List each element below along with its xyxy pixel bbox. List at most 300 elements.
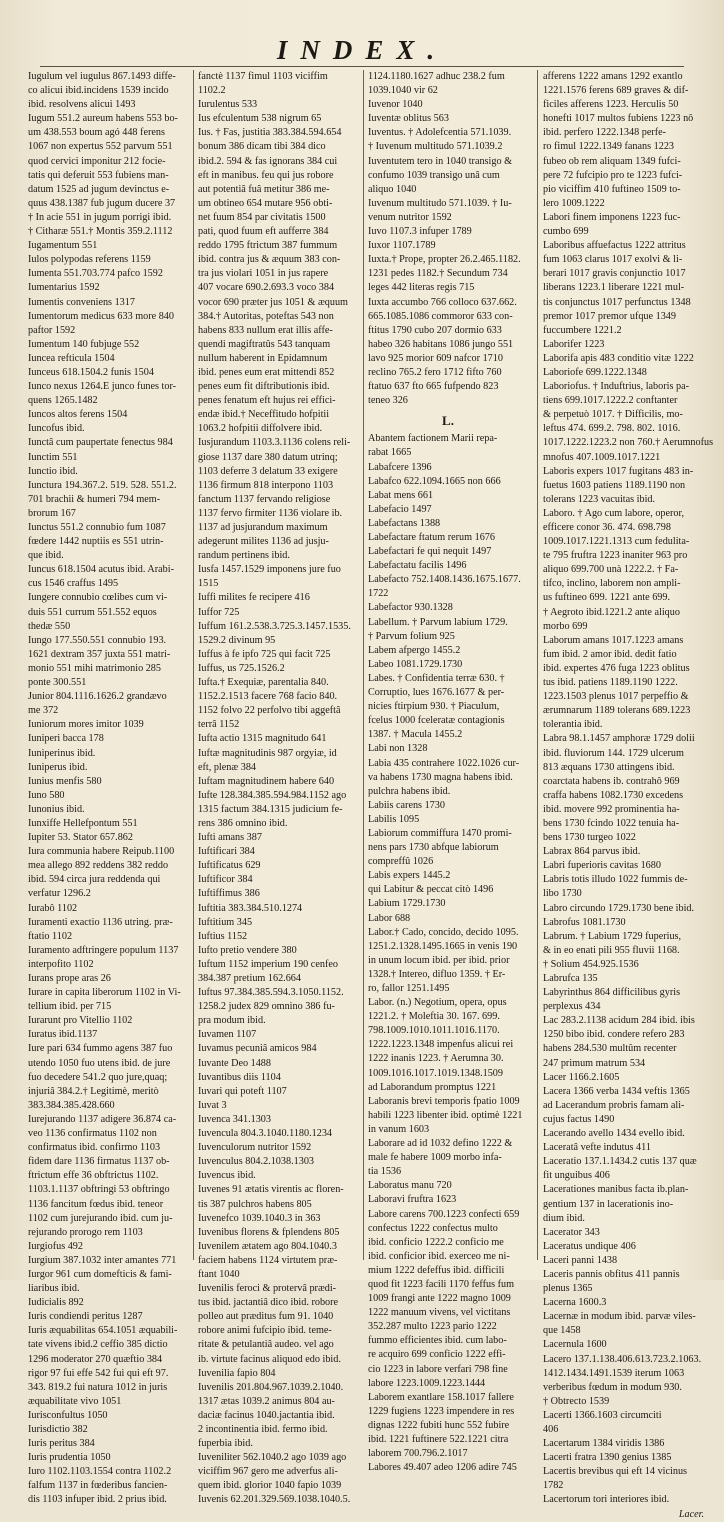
index-line: penes fenatum eft hujus rei effici- — [198, 395, 336, 407]
index-line: vocor 690 præter jus 1051 & æquum — [198, 296, 348, 308]
index-line: Lacernæ in modum ibid. parvæ viles- — [543, 1311, 696, 1323]
index-line: paftor 1592 — [28, 324, 76, 336]
index-line: 1621 dextram 357 juxta 551 matri- — [28, 648, 171, 660]
index-line: ibid. 1221 fuftinere 522.1221 citra — [368, 1434, 509, 1445]
index-line: 1315 factum 384.1315 judicium fe- — [198, 803, 343, 815]
index-line: um obtineo 654 mutare 956 obti- — [198, 197, 333, 209]
index-line: 1251.2.1328.1495.1665 in venis 190 — [368, 940, 518, 952]
index-line: 665.1085.1086 commoror 633 con- — [368, 310, 513, 322]
index-line: daciæ facinus 1040.jactantia ibid. — [198, 1409, 335, 1421]
index-line: ib. virtute facinus aliquod edo ibid. — [198, 1353, 341, 1365]
index-line: 1103.1.1137 obftringi 53 obftringo — [28, 1184, 170, 1196]
index-line: adegerunt milites 1136 ad jusju- — [198, 536, 329, 548]
index-line: 1222 manuum vivens, vel victitans — [368, 1307, 511, 1319]
index-line: penes eum fit diftributionis ibid. — [198, 381, 330, 393]
index-line: tolerans 1223 vacuitas ibid. — [543, 493, 656, 505]
index-line: robore animi fufcipio ibid. teme- — [198, 1325, 332, 1337]
index-line: Iurulentus 533 — [198, 99, 258, 111]
index-line: giose 1137 dare 380 datum utrinq; — [198, 451, 338, 463]
index-line: interpofito 1102 — [28, 958, 94, 970]
index-line: fidem dare 1136 firmatus 1137 ob- — [28, 1156, 170, 1168]
index-line: habili 1223 libenter ibid. optimè 1221 — [368, 1109, 523, 1121]
index-line: pulchra habens ibid. — [368, 785, 451, 797]
index-line: Labyrinthus 864 difficilibus gyris — [543, 987, 681, 999]
index-line: Iuniperinus ibid. — [28, 747, 96, 759]
index-line: veo 1136 confirmatus 1102 non — [28, 1128, 157, 1140]
index-line: Iuftificor 384 — [198, 874, 253, 886]
index-line: liberans 1223.1 liberare 1221 mul- — [543, 282, 685, 294]
index-line: ibid. penes eum erat mittendi 852 — [198, 366, 335, 378]
index-line: † Parvum folium 925 — [368, 630, 455, 642]
index-line: Lacerando avello 1434 evello ibid. — [543, 1128, 685, 1140]
index-line: ro, fallor 1251.1495 — [368, 983, 450, 994]
index-line: Labafco 622.1094.1665 non 666 — [368, 475, 501, 487]
index-line: habeo 326 habitans 1086 jungo 551 — [368, 338, 514, 350]
index-line: 247 primum matrum 534 — [543, 1057, 646, 1069]
index-line: tolerantia ibid. — [543, 719, 603, 731]
index-line: Labori finem imponens 1223 fuc- — [543, 211, 681, 223]
index-line: 383.384.385.428.660 — [28, 1099, 115, 1111]
index-line: plenus 1365 — [543, 1283, 593, 1295]
index-line: libo 1730 — [543, 888, 582, 900]
index-line: tis conjunctus 1017 perfunctus 1348 — [543, 296, 691, 308]
index-line: 1009.1017.1221.1313 cum fedulita- — [543, 536, 690, 548]
index-line: venum nutritor 1592 — [368, 211, 452, 223]
index-line: † Solium 454.925.1536 — [543, 958, 639, 970]
index-line: Laboranis brevi temporis fpatio 1009 — [368, 1095, 520, 1107]
index-line: leges 442 literas regis 715 — [368, 282, 475, 294]
index-line: ibid. 594 circa jura reddenda qui — [28, 874, 161, 886]
index-line: Iuftitium 345 — [198, 916, 253, 928]
index-line: Lacerator 343 — [543, 1226, 600, 1238]
index-line: 1387. † Macula 1455.2 — [368, 729, 463, 741]
index-line: Iufta actio 1315 magnitudo 641 — [198, 733, 327, 745]
index-columns — [28, 70, 714, 1520]
index-line: Lac 283.2.1138 acidum 284 ibid. ibis — [543, 1015, 695, 1027]
index-line: Iuventutem tero in 1040 transigo & — [368, 155, 513, 167]
page-header — [0, 30, 724, 70]
index-line: Laboriofe 699.1222.1348 — [543, 366, 647, 378]
index-line: Iuftificatus 629 — [198, 860, 261, 872]
index-line: Iurejurando 1137 adigere 36.874 ca- — [28, 1113, 177, 1125]
index-line: 1412.1434.1491.1539 iterum 1063 — [543, 1367, 685, 1379]
index-line: & in eo enati pili 955 fluvii 1168. — [543, 944, 680, 956]
index-line: Iuniperi bacca 178 — [28, 733, 104, 745]
index-line: Iuvenis 62.201.329.569.1038.1040.5. — [198, 1494, 351, 1506]
index-line: reddo 1795 ftrictum 387 fummum — [198, 240, 338, 252]
index-line: habens 284.530 multûm recenter — [543, 1043, 677, 1055]
index-line: Laceris pannis obfitus 411 pannis — [543, 1268, 680, 1280]
index-line: reclino 765.2 fero 1712 fifto 760 — [368, 366, 502, 378]
index-line: mium 1222 defeffus ibid. difficili — [368, 1264, 505, 1276]
index-line: cumbo 699 — [543, 226, 589, 238]
index-line: aliquo 1040 — [368, 183, 417, 195]
index-line: Iurarunt pro Vitellio 1102 — [28, 1015, 133, 1027]
index-line: Lacertorum tori interiores ibid. — [543, 1494, 670, 1506]
index-line: Iuratus ibid.1137 — [28, 1029, 98, 1041]
index-line: 352.287 multo 1223 pario 1222 — [368, 1321, 497, 1333]
index-line: Laboro. † Ago cum labore, operor, — [543, 507, 685, 519]
index-line: Laboribus affuefactus 1222 attritus — [543, 240, 686, 252]
index-line: 1222 inanis 1223. † Aerumna 30. — [368, 1053, 504, 1065]
index-line: Labri fuperioris cavitas 1680 — [543, 860, 661, 872]
index-line: Laborifer 1223 — [543, 338, 605, 350]
index-line: craffa habens 1082.1730 excedens — [543, 789, 684, 801]
index-line: Iunctus 551.2 connubio fum 1087 — [28, 522, 166, 533]
index-line: polleo aut præditus fum 91. 1040 — [198, 1311, 334, 1323]
index-line: Iungo 177.550.551 connubio 193. — [28, 634, 167, 646]
index-line: Iuncos altos ferens 1504 — [28, 409, 128, 421]
index-line: Iuris condiendi peritus 1287 — [28, 1311, 143, 1323]
index-line: 1529.2 divinum 95 — [198, 634, 276, 646]
index-line: Lacertarum 1384 viridis 1386 — [543, 1438, 665, 1450]
index-line: ibid. perfero 1222.1348 perfe- — [543, 127, 667, 139]
index-line: 343. 819.2 fui natura 1012 in juris — [28, 1381, 168, 1393]
index-line: ibid. conficio 1222.2 conficio me — [368, 1236, 504, 1248]
index-line: Iuvenibus florens & fplendens 805 — [198, 1226, 340, 1238]
index-line: tra jus violari 1051 in jus rapere — [198, 268, 329, 280]
index-line: Iunceus 618.1504.2 funis 1504 — [28, 366, 154, 378]
index-line: Iuvenum multitudo 571.1039. † Iu- — [368, 197, 512, 209]
index-line: Iuvencula 804.3.1040.1180.1234 — [198, 1128, 333, 1140]
index-line: † In acie 551 in jugum porrigi ibid. — [28, 211, 172, 223]
index-line: datum 1525 ad jugum devinctus e- — [28, 183, 170, 195]
index-line: Iusfa 1457.1529 imponens jure fuo — [198, 564, 341, 576]
index-line: Iumentis conveniens 1317 — [28, 296, 135, 308]
index-line: coarctata habens ib. contrahô 969 — [543, 775, 680, 787]
index-line: Iuftum 1152 imperium 190 cenfeo — [198, 958, 338, 970]
index-line: tate vivens ibid.2 ceffio 385 dictio — [28, 1339, 168, 1351]
index-line: Iugum 551.2 aureum habens 553 bo- — [28, 113, 178, 125]
index-line: Iuffor 725 — [198, 606, 240, 618]
index-line: aut potentiâ fuâ metitur 386 me- — [198, 183, 330, 195]
index-line: Iufta.† Exequiæ, parentalia 840. — [198, 677, 329, 689]
index-line: Iurgium 387.1032 inter amantes 771 — [28, 1254, 177, 1266]
index-line: ærumnarum 1189 tolerans 689.1223 — [543, 705, 691, 717]
index-line: 1250 bibo ibid. condere refero 283 — [543, 1029, 685, 1041]
index-line: Labrax 864 parvus ibid. — [543, 846, 641, 858]
index-line: Laboriofus. † Induftrius, laboris pa- — [543, 381, 689, 393]
index-line: Lacerti 1366.1603 circumciti — [543, 1409, 662, 1421]
index-line: tus ibid. patiens 1189.1190 1222. — [543, 677, 678, 689]
index-line: Iunctio ibid. — [28, 465, 78, 477]
index-line: confumo 1039 transigo unâ cum — [368, 169, 500, 181]
index-line: injuriâ 384.2.† Legitimè, meritò — [28, 1085, 159, 1097]
index-line: bens 1730 turgeo 1022 — [543, 832, 636, 844]
index-line: 384.† Autoritas, poteftas 543 non — [198, 310, 334, 322]
index-line: Lacera 1366 verba 1434 veftis 1365 — [543, 1085, 690, 1097]
index-line: Iuftius 1152 — [198, 930, 248, 942]
index-line: aliquo 699.700 unà 1222.2. † Fa- — [543, 564, 679, 576]
index-column-1 — [28, 70, 188, 1506]
index-line: fum ibid. 2 amor ibid. dedit fatio — [543, 648, 677, 660]
index-line: rabat 1665 — [368, 447, 412, 459]
index-line: Iuncea refticula 1504 — [28, 352, 115, 364]
index-line: bens 1730 fcindo 1022 tenuia ha- — [543, 817, 680, 829]
index-line: Iuvenor 1040 — [368, 99, 423, 111]
index-line: 1136 firmum 818 interpono 1103 — [198, 479, 334, 491]
index-line: Iuramenti exactio 1136 utring. præ- — [28, 916, 173, 928]
index-line: afferens 1222 amans 1292 exantlo — [543, 71, 683, 82]
index-line: fubeo ob rem aliquam 1349 fufci- — [543, 155, 681, 167]
index-line: Iugulum vel iugulus 867.1493 diffe- — [28, 71, 176, 82]
index-line: Iuftæ magnitudinis 987 orgyiæ, id — [198, 747, 337, 759]
index-line: Labellum. † Parvum labium 1729. — [368, 616, 508, 628]
index-line: Iuvante Deo 1488 — [198, 1057, 271, 1069]
index-line: fanctè 1137 fimul 1103 viciffim — [198, 71, 328, 82]
index-line: te 795 fruftra 1223 inaniter 963 pro — [543, 550, 688, 562]
index-column-3 — [368, 70, 528, 1474]
index-line: dignas 1222 fubiti hunc 552 fubire — [368, 1419, 510, 1431]
index-line: Iuffus à fe ipfo 725 qui facit 725 — [198, 648, 331, 660]
index-line: Laborifa apis 483 conditio vitæ 1222 — [543, 352, 694, 364]
index-line: Iura communia habere Reipub.1100 — [28, 846, 175, 858]
index-line: net fuum 854 par civitatis 1500 — [198, 211, 326, 223]
index-line: ibid.2. 594 & fas ignorans 384 cui — [198, 155, 338, 167]
index-line: me 372 — [28, 705, 59, 717]
index-line: quus 438.1387 fub jugum ducere 37 — [28, 197, 176, 209]
index-line: Laceri panni 1438 — [543, 1254, 618, 1266]
index-line: Iuvenilem ætatem ago 804.1040.3 — [198, 1240, 337, 1252]
index-line: 1124.1180.1627 adhuc 238.2 fum — [368, 71, 505, 82]
index-line: tia 1536 — [368, 1166, 402, 1178]
index-line: Labefactari fe qui nequit 1497 — [368, 546, 492, 558]
index-line: fit unguibus 406 — [543, 1170, 610, 1182]
index-line: Labrofus 1081.1730 — [543, 916, 626, 928]
index-line: ibid. resolvens alicui 1493 — [28, 99, 136, 111]
index-line: dis 1103 infuper ibid. 2 prius ibid. — [28, 1494, 167, 1506]
catchword: Lacer. — [678, 1508, 704, 1520]
index-line: brorum 167 — [28, 507, 76, 519]
index-line: Iuvenes 91 ætatis virentis ac floren- — [198, 1184, 344, 1196]
index-line: Iuvat 3 — [198, 1099, 227, 1111]
index-line: ponte 300.551 — [28, 677, 87, 689]
index-line: efficere conor 36. 474. 698.798 — [543, 522, 671, 533]
index-line: 1067 non expertus 552 parvum 551 — [28, 141, 173, 153]
index-line: Iuvencus ibid. — [198, 1170, 256, 1182]
index-line: Iurans prope aras 26 — [28, 973, 111, 984]
index-line: leftus 474. 699.2. 798. 802. 1016. — [543, 423, 681, 435]
index-line: Iuffum 161.2.538.3.725.3.1457.1535. — [198, 620, 351, 632]
index-line: falfum 1137 in fœderibus fancien- — [28, 1480, 168, 1492]
index-line: Laceratus undique 406 — [543, 1240, 636, 1252]
index-line: Iurisdictio 382 — [28, 1424, 88, 1435]
index-line: Iudicialis 892 — [28, 1297, 84, 1309]
index-line: Labor.† Cado, concido, decido 1095. — [368, 926, 519, 938]
index-line: Iuventus. † Adolefcentia 571.1039. — [368, 127, 512, 139]
index-line: co alicui ibid.incidens 1539 incido — [28, 85, 169, 97]
index-line: faciem habens 1124 virtutem præ- — [198, 1254, 338, 1266]
index-line: Labrum. † Labium 1729 fuperius, — [543, 930, 682, 942]
index-line: ibid. expertes 476 fuga 1223 oblitus — [543, 662, 690, 674]
index-line: lero 1009.1222 — [543, 197, 605, 209]
index-line: Iumentum 140 fubjuge 552 — [28, 338, 140, 350]
index-line: Iurgor 961 cum domefticis & fami- — [28, 1268, 172, 1280]
column-divider — [537, 70, 538, 1260]
index-line: ad Lacerandum probris famam ali- — [543, 1099, 685, 1111]
index-line: Laboravi fruftra 1623 — [368, 1194, 457, 1206]
index-line: Labore carens 700.1223 confecti 659 — [368, 1208, 520, 1220]
index-line: Iuro 1102.1103.1554 contra 1102.2 — [28, 1466, 172, 1478]
index-line: in unum locum ibid. per ibid. prior — [368, 954, 510, 966]
index-line: Iuxta accumbo 766 colloco 637.662. — [368, 296, 517, 308]
index-line: tatis qui deferuit 553 fubiens man- — [28, 169, 169, 181]
index-line: liaribus ibid. — [28, 1283, 80, 1295]
index-line: tiens 699.1017.1222.2 conftanter — [543, 395, 678, 407]
index-line: Iurabô 1102 — [28, 902, 78, 914]
index-line: Iurisconfultus 1050 — [28, 1409, 108, 1421]
index-line: Labem afpergo 1455.2 — [368, 644, 461, 656]
index-line: Iuramento adftringere populum 1137 — [28, 944, 179, 956]
index-line: berari 1017 gravis conjunctio 1017 — [543, 268, 686, 280]
index-line: confectus 1222 confectus multo — [368, 1222, 498, 1234]
index-line: quod cervici imponitur 212 focie- — [28, 155, 166, 167]
index-line: ftatio 1102 — [28, 930, 73, 942]
index-line: 1229 fugiens 1223 impendere in res — [368, 1405, 515, 1417]
index-line: Iuftus 97.384.385.594.3.1050.1152. — [198, 987, 344, 999]
index-line: Lacero 137.1.138.406.613.723.2.1063. — [543, 1353, 702, 1365]
index-line: bonum 386 dicam tibi 384 dico — [198, 141, 326, 153]
index-line: pati, quod fuum eft aufferre 384 — [198, 226, 329, 238]
index-line: 407 vocare 690.2.693.3 voco 384 — [198, 282, 335, 294]
index-line: Iurare in capita liberorum 1102 in Vi- — [28, 987, 181, 999]
index-line: verfatur 1296.2 — [28, 888, 91, 900]
index-line: rens 386 omnino ibid. — [198, 817, 288, 829]
index-line: Iuveniliter 562.1040.2 ago 1039 ago — [198, 1452, 347, 1464]
index-line: Iuxta.† Prope, propter 26.2.465.1182. — [368, 254, 521, 266]
index-line: um 438.553 boum agó 448 ferens — [28, 127, 165, 139]
index-line: ftant 1040 — [198, 1268, 240, 1280]
index-line: quens 1265.1482 — [28, 395, 98, 407]
index-line: 1136 fancitum fœdus ibid. teneor — [28, 1198, 164, 1210]
index-line: Iuno 580 — [28, 789, 65, 801]
index-line: 384.387 pretium 162.664 — [198, 973, 301, 984]
index-line: † Citharæ 551.† Montis 359.2.1112 — [28, 226, 173, 238]
index-line: Labia 435 contrahere 1022.1026 cur- — [368, 757, 520, 769]
index-line: Iuffi milites fe recipere 416 — [198, 592, 310, 604]
index-line: Laboratus manu 720 — [368, 1180, 452, 1192]
index-line: 1039.1040 vir 62 — [368, 85, 438, 97]
index-line: fanctum 1137 fervando religiose — [198, 493, 331, 505]
index-line: Laboris expers 1017 fugitans 483 in- — [543, 465, 694, 477]
index-line: Iugamentum 551 — [28, 240, 98, 252]
index-line: Labafcere 1396 — [368, 461, 432, 473]
index-line: duis 551 currum 551.552 equos — [28, 606, 157, 618]
index-line: Iuftitia 383.384.510.1274 — [198, 902, 303, 914]
index-line: 406 — [543, 1424, 559, 1435]
index-line: in vanum 1603 — [368, 1123, 430, 1135]
index-line: Iuvenca 341.1303 — [198, 1113, 271, 1125]
index-line: Labiorum commiffura 1470 promi- — [368, 827, 512, 839]
index-line: Labi non 1328 — [368, 743, 428, 755]
index-line: cus 1546 craffus 1495 — [28, 578, 119, 590]
index-line: Lacerti fratra 1390 genius 1385 — [543, 1452, 672, 1464]
index-line: tus ibid. jactantiâ dico ibid. robore — [198, 1297, 339, 1309]
index-line: Labefactans 1388 — [368, 517, 441, 529]
index-line: Labis expers 1445.2 — [368, 870, 451, 882]
index-line: 1017.1222.1223.2 non 760.† Aerumnofus — [543, 437, 714, 449]
index-line: Labat mens 661 — [368, 489, 434, 501]
index-line: & perpetuò 1017. † Difficilis, mo- — [543, 409, 683, 421]
index-line: qui Labitur & peccat citò 1496 — [368, 884, 494, 896]
index-line: Iunctura 194.367.2. 519. 528. 551.2. — [28, 479, 177, 491]
index-line: morbo 699 — [543, 620, 588, 632]
index-line: utendo 1050 fuo utens ibid. de jure — [28, 1057, 171, 1069]
index-line: fuccumbere 1221.2 — [543, 324, 622, 336]
index-line: ibid. fluviorum 144. 1729 ulcerum — [543, 747, 684, 759]
index-line: fummo efficientes ibid. cum labo- — [368, 1335, 507, 1347]
index-line: Iuventæ oblitus 563 — [368, 113, 449, 125]
column-divider — [363, 70, 364, 1260]
index-line: re acquiro 699 conficio 1222 effi- — [368, 1349, 506, 1361]
index-line: Labor 688 — [368, 912, 411, 924]
index-line: labore 1223.1009.1223.1444 — [368, 1377, 486, 1389]
index-line: rejurando prorogo rem 1103 — [28, 1226, 143, 1238]
index-line: tifco, inclino, laborem non ampli- — [543, 578, 681, 590]
index-line: Iusjurandum 1103.3.1136 colens reli- — [198, 437, 351, 449]
index-line: mea allego 892 reddens 382 reddo — [28, 860, 169, 872]
index-line: 1258.2 judex 829 omnino 386 fu- — [198, 1001, 335, 1013]
index-line: monio 551 mihi matrimonio 285 — [28, 662, 161, 674]
index-line: Iupiter 53. Stator 657.862 — [28, 832, 133, 844]
index-line: ftatuo 637 fto 665 fufpendo 823 — [368, 381, 499, 393]
index-line: Labores 49.407 adeo 1206 adire 745 — [368, 1462, 517, 1474]
index-line: 1221.1576 ferens 689 graves & dif- — [543, 85, 689, 97]
index-line: endæ ibid.† Neceffitudo hofpitii — [198, 409, 330, 421]
index-line: pio viciffim 410 fuftineo 1509 to- — [543, 183, 681, 195]
index-line: Laceratio 137.1.1434.2 cutis 137 quæ — [543, 1156, 697, 1168]
index-line: ftitus 1790 cubo 207 dormio 633 — [368, 324, 502, 336]
index-line: Iunctim 551 — [28, 451, 78, 463]
index-line: ibid. conficior ibid. exerceo me ni- — [368, 1250, 510, 1262]
index-line: 1296 moderator 270 quæftio 384 — [28, 1353, 163, 1365]
index-line: pere 72 fufcipio pro te 1223 fufci- — [543, 169, 683, 181]
header-rule — [40, 66, 684, 67]
index-line: Iunius menfis 580 — [28, 775, 102, 787]
index-line: 813 æquans 1730 attingens ibid. — [543, 761, 675, 773]
index-line: nens pars 1730 abfque labiorum — [368, 842, 499, 854]
index-line: Labra 98.1.1457 amphoræ 1729 dolii — [543, 733, 695, 745]
index-line: 1152 folvo 22 perfolvo tibi aggeftâ — [198, 705, 341, 717]
index-line: thedæ 550 — [28, 620, 71, 632]
index-line: Iuvari qui poteft 1107 — [198, 1085, 287, 1097]
index-line: ritate & petulantiâ audeo. vel ago — [198, 1339, 334, 1351]
index-line: Iuvenilia fapio 804 — [198, 1367, 276, 1379]
index-line: Iuvenilis feroci & protervâ prædi- — [198, 1283, 337, 1295]
index-line: fum 1063 clarus 1017 exolvi & li- — [543, 254, 683, 266]
index-line: Labris totis illudo 1022 fummis de- — [543, 874, 688, 886]
index-line: 1102.2 — [198, 85, 226, 97]
index-line: Iunco nexus 1264.E junco funes tor- — [28, 381, 177, 393]
index-line: pra modum ibid. — [198, 1015, 266, 1027]
index-line: randum pertinens ibid. — [198, 550, 290, 562]
index-line: Labefacio 1497 — [368, 503, 432, 515]
index-line: va habens 1730 magna habens ibid. — [368, 771, 513, 783]
index-line: Corruptio, lues 1676.1677 & per- — [368, 687, 505, 699]
index-line: Ius. † Fas, justitia 383.384.594.654 — [198, 127, 342, 139]
index-line: Iuvamus pecuniâ amicos 984 — [198, 1043, 317, 1055]
index-line: Labium 1729.1730 — [368, 898, 446, 910]
index-line: Iuvenculorum nutritor 1592 — [198, 1142, 312, 1154]
index-line: æquabilitate vivo 1051 — [28, 1395, 122, 1407]
index-line: Iufti amans 387 — [198, 832, 262, 844]
index-line: Iumentarius 1592 — [28, 282, 100, 294]
index-line: 1515 — [198, 578, 219, 590]
index-line: ftrictum effe 36 obftrictus 1102. — [28, 1170, 159, 1182]
index-line: Iure pari 634 fummo agens 387 fuo — [28, 1043, 173, 1055]
index-line: Iuris prudentia 1050 — [28, 1452, 111, 1464]
index-line: Iufto pretio vendere 380 — [198, 944, 297, 956]
